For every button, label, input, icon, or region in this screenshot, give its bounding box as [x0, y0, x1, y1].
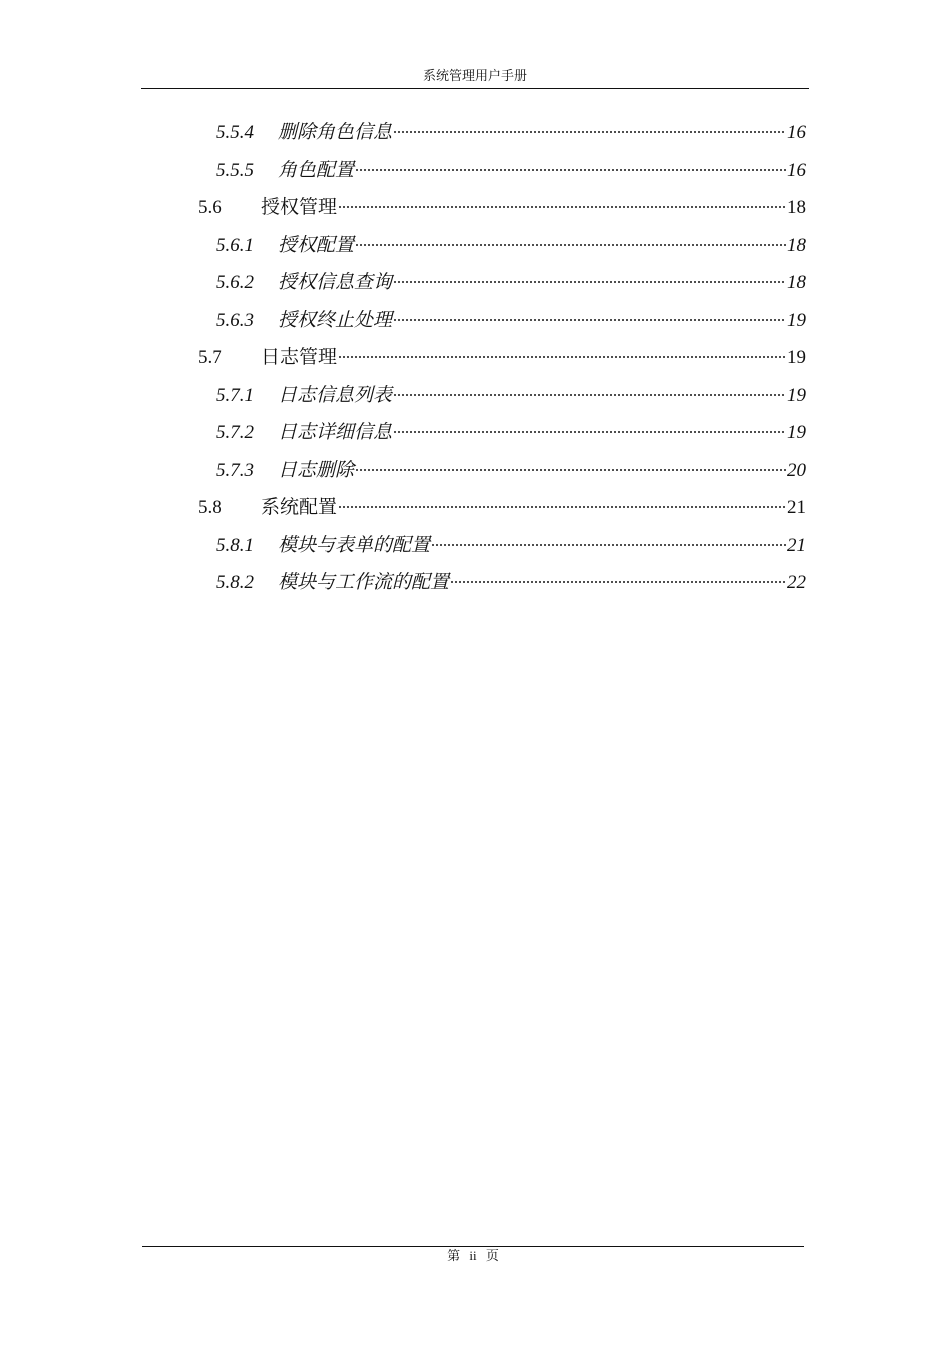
toc-entry[interactable]	[198, 339, 806, 377]
toc-dot-leader	[338, 206, 786, 208]
toc-entry-title: 模块与工作流的配置	[278, 572, 450, 593]
toc-entry-page: 16	[787, 122, 806, 143]
toc-entry-title: 角色配置	[278, 159, 355, 181]
page-header-title: 系统管理用户手册	[422, 68, 527, 83]
toc-entry-number: 5.8.2	[216, 572, 254, 593]
toc-entry-title: 授权终止处理	[278, 309, 393, 331]
toc-entry-page: 16	[787, 159, 806, 181]
toc-dot-leader	[338, 506, 786, 508]
toc-entry[interactable]	[198, 564, 806, 602]
toc-entry-title: 日志信息列表	[278, 384, 393, 406]
toc-entry[interactable]	[198, 189, 806, 227]
toc-entry-page: 19	[787, 422, 806, 443]
toc-entry-page: 22	[787, 572, 806, 593]
toc-entry[interactable]	[198, 152, 806, 190]
toc-entry-title: 系统配置	[261, 497, 338, 518]
toc-entry-number: 5.6.3	[216, 309, 254, 331]
toc-dot-leader	[431, 544, 786, 546]
toc-entry-title: 日志详细信息	[278, 422, 393, 443]
table-of-contents	[198, 114, 806, 602]
toc-entry-number: 5.7.3	[216, 459, 254, 481]
toc-entry-number: 5.7	[198, 347, 222, 368]
toc-dot-leader	[393, 394, 786, 396]
toc-dot-leader	[355, 469, 786, 471]
toc-entry-title: 日志管理	[261, 347, 338, 368]
toc-entry-title: 授权信息查询	[278, 272, 393, 293]
toc-entry-title: 授权配置	[278, 234, 355, 256]
toc-entry[interactable]	[198, 414, 806, 452]
toc-entry-number: 5.7.1	[216, 384, 254, 406]
header-divider	[141, 88, 809, 89]
toc-entry-page: 21	[787, 534, 806, 556]
toc-entry-title: 模块与表单的配置	[278, 534, 431, 556]
toc-entry-number: 5.8.1	[216, 534, 254, 556]
toc-entry-title: 日志删除	[278, 459, 355, 481]
toc-entry-page: 20	[787, 459, 806, 481]
toc-dot-leader	[355, 169, 786, 171]
toc-entry-title: 删除角色信息	[278, 122, 393, 143]
toc-entry-page: 19	[787, 347, 806, 368]
toc-dot-leader	[393, 281, 786, 283]
toc-entry-page: 19	[787, 384, 806, 406]
toc-entry-number: 5.7.2	[216, 422, 254, 443]
toc-entry[interactable]	[198, 527, 806, 565]
toc-entry-page: 21	[787, 497, 806, 518]
toc-entry-page: 18	[787, 197, 806, 218]
toc-dot-leader	[393, 131, 786, 133]
toc-entry-number: 5.6.2	[216, 272, 254, 293]
toc-dot-leader	[393, 431, 786, 433]
toc-entry[interactable]	[198, 227, 806, 265]
toc-dot-leader	[338, 356, 786, 358]
toc-entry-number: 5.5.5	[216, 159, 254, 181]
toc-dot-leader	[355, 244, 786, 246]
toc-entry[interactable]	[198, 302, 806, 340]
toc-entry[interactable]	[198, 377, 806, 415]
toc-entry-title: 授权管理	[261, 197, 338, 218]
footer-page-number: 第 ii 页	[447, 1248, 499, 1263]
toc-entry[interactable]	[198, 264, 806, 302]
toc-dot-leader	[450, 581, 786, 583]
toc-entry-page: 18	[787, 272, 806, 293]
toc-entry[interactable]	[198, 489, 806, 527]
toc-entry-page: 18	[787, 234, 806, 256]
toc-entry[interactable]	[198, 452, 806, 490]
footer-divider	[142, 1246, 804, 1247]
toc-entry-number: 5.8	[198, 497, 222, 518]
toc-entry-number: 5.6	[198, 197, 222, 218]
toc-dot-leader	[393, 319, 786, 321]
toc-entry-number: 5.6.1	[216, 234, 254, 256]
toc-entry-page: 19	[787, 309, 806, 331]
toc-entry-number: 5.5.4	[216, 122, 254, 143]
toc-entry[interactable]	[198, 114, 806, 152]
